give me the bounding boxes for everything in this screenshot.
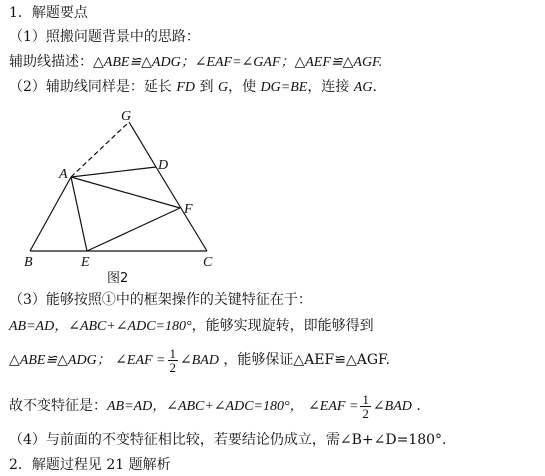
congruence-line bbox=[9, 343, 390, 378]
item-2-text-d: ，连接 bbox=[307, 79, 350, 95]
fraction-numerator: 1 bbox=[169, 345, 176, 361]
item-4: （4）与前面的不变特征相比较，若要结论仍成立，需∠B+∠D=180°. bbox=[9, 432, 447, 448]
invariant-line bbox=[9, 389, 421, 424]
label-c: C bbox=[203, 255, 213, 270]
point-g: G bbox=[217, 80, 229, 95]
item-2-text-c: ，使 bbox=[228, 79, 257, 95]
invariant-label: 故不变特征是： bbox=[9, 398, 107, 414]
item-2-text-a: （2）辅助线同样是：延长 bbox=[9, 79, 172, 95]
condition-dg-be: DG=BE bbox=[260, 80, 308, 95]
label-g: G bbox=[121, 109, 132, 124]
fraction-denominator: 2 bbox=[169, 359, 176, 375]
item-1: （1）照搬问题背景中的思路： bbox=[9, 29, 200, 45]
segment-cd bbox=[156, 167, 207, 251]
angle-bad: ∠BAD bbox=[180, 353, 219, 368]
item-2-text-b: 到 bbox=[199, 79, 214, 95]
segment-fd: FD bbox=[176, 80, 196, 95]
segment-ag-dashed bbox=[71, 122, 129, 177]
segment-ef bbox=[87, 208, 180, 251]
segment-ag: AG bbox=[353, 80, 373, 95]
label-f: F bbox=[184, 202, 193, 217]
segment-gd bbox=[129, 122, 156, 167]
aux-label: 辅助线描述： bbox=[9, 54, 93, 70]
label-a: A bbox=[59, 167, 68, 182]
invariant-fraction-numerator: 1 bbox=[362, 391, 369, 407]
key-feature-equation: AB=AD，∠ABC+∠ADC=180° bbox=[9, 319, 192, 334]
item-2-text-e: . bbox=[372, 79, 377, 95]
congruence-conclusion: ，能够保证△AEF≌△AGF. bbox=[223, 352, 390, 368]
angle-eaf: ∠EAF = bbox=[115, 353, 166, 368]
aux-relations: △ABE≌△ADG；∠EAF=∠GAF；△AEF≌△AGF. bbox=[93, 55, 383, 70]
invariant-angle-eaf: ∠EAF = bbox=[308, 399, 359, 414]
invariant-fraction-half bbox=[360, 393, 371, 420]
label-b: B bbox=[24, 255, 33, 270]
invariant-period: . bbox=[416, 398, 421, 414]
fraction-half bbox=[168, 347, 179, 374]
key-feature-text: ，能够实现旋转，即能够得到 bbox=[191, 318, 374, 334]
figure-caption: 图2 bbox=[107, 271, 129, 286]
invariant-angle-bad: ∠BAD bbox=[372, 399, 412, 414]
invariant-equations: AB=AD，∠ABC+∠ADC=180°， bbox=[107, 399, 304, 414]
heading-key-points: 1．解题要点 bbox=[9, 5, 88, 21]
segment-ae bbox=[71, 177, 87, 251]
solution-reference: 2．解题过程见 21 题解析 bbox=[9, 457, 171, 473]
label-d: D bbox=[158, 158, 169, 173]
label-e: E bbox=[81, 255, 90, 270]
segment-ab bbox=[30, 177, 71, 251]
segment-af bbox=[71, 177, 180, 208]
segment-ad bbox=[71, 167, 156, 177]
congruence-abe-adg: △ABE≌△ADG； bbox=[9, 353, 111, 368]
item-3: （3）能够按照①中的框架操作的关键特征在于： bbox=[9, 292, 312, 308]
key-feature-line bbox=[9, 317, 374, 336]
invariant-fraction-denominator: 2 bbox=[362, 405, 369, 421]
